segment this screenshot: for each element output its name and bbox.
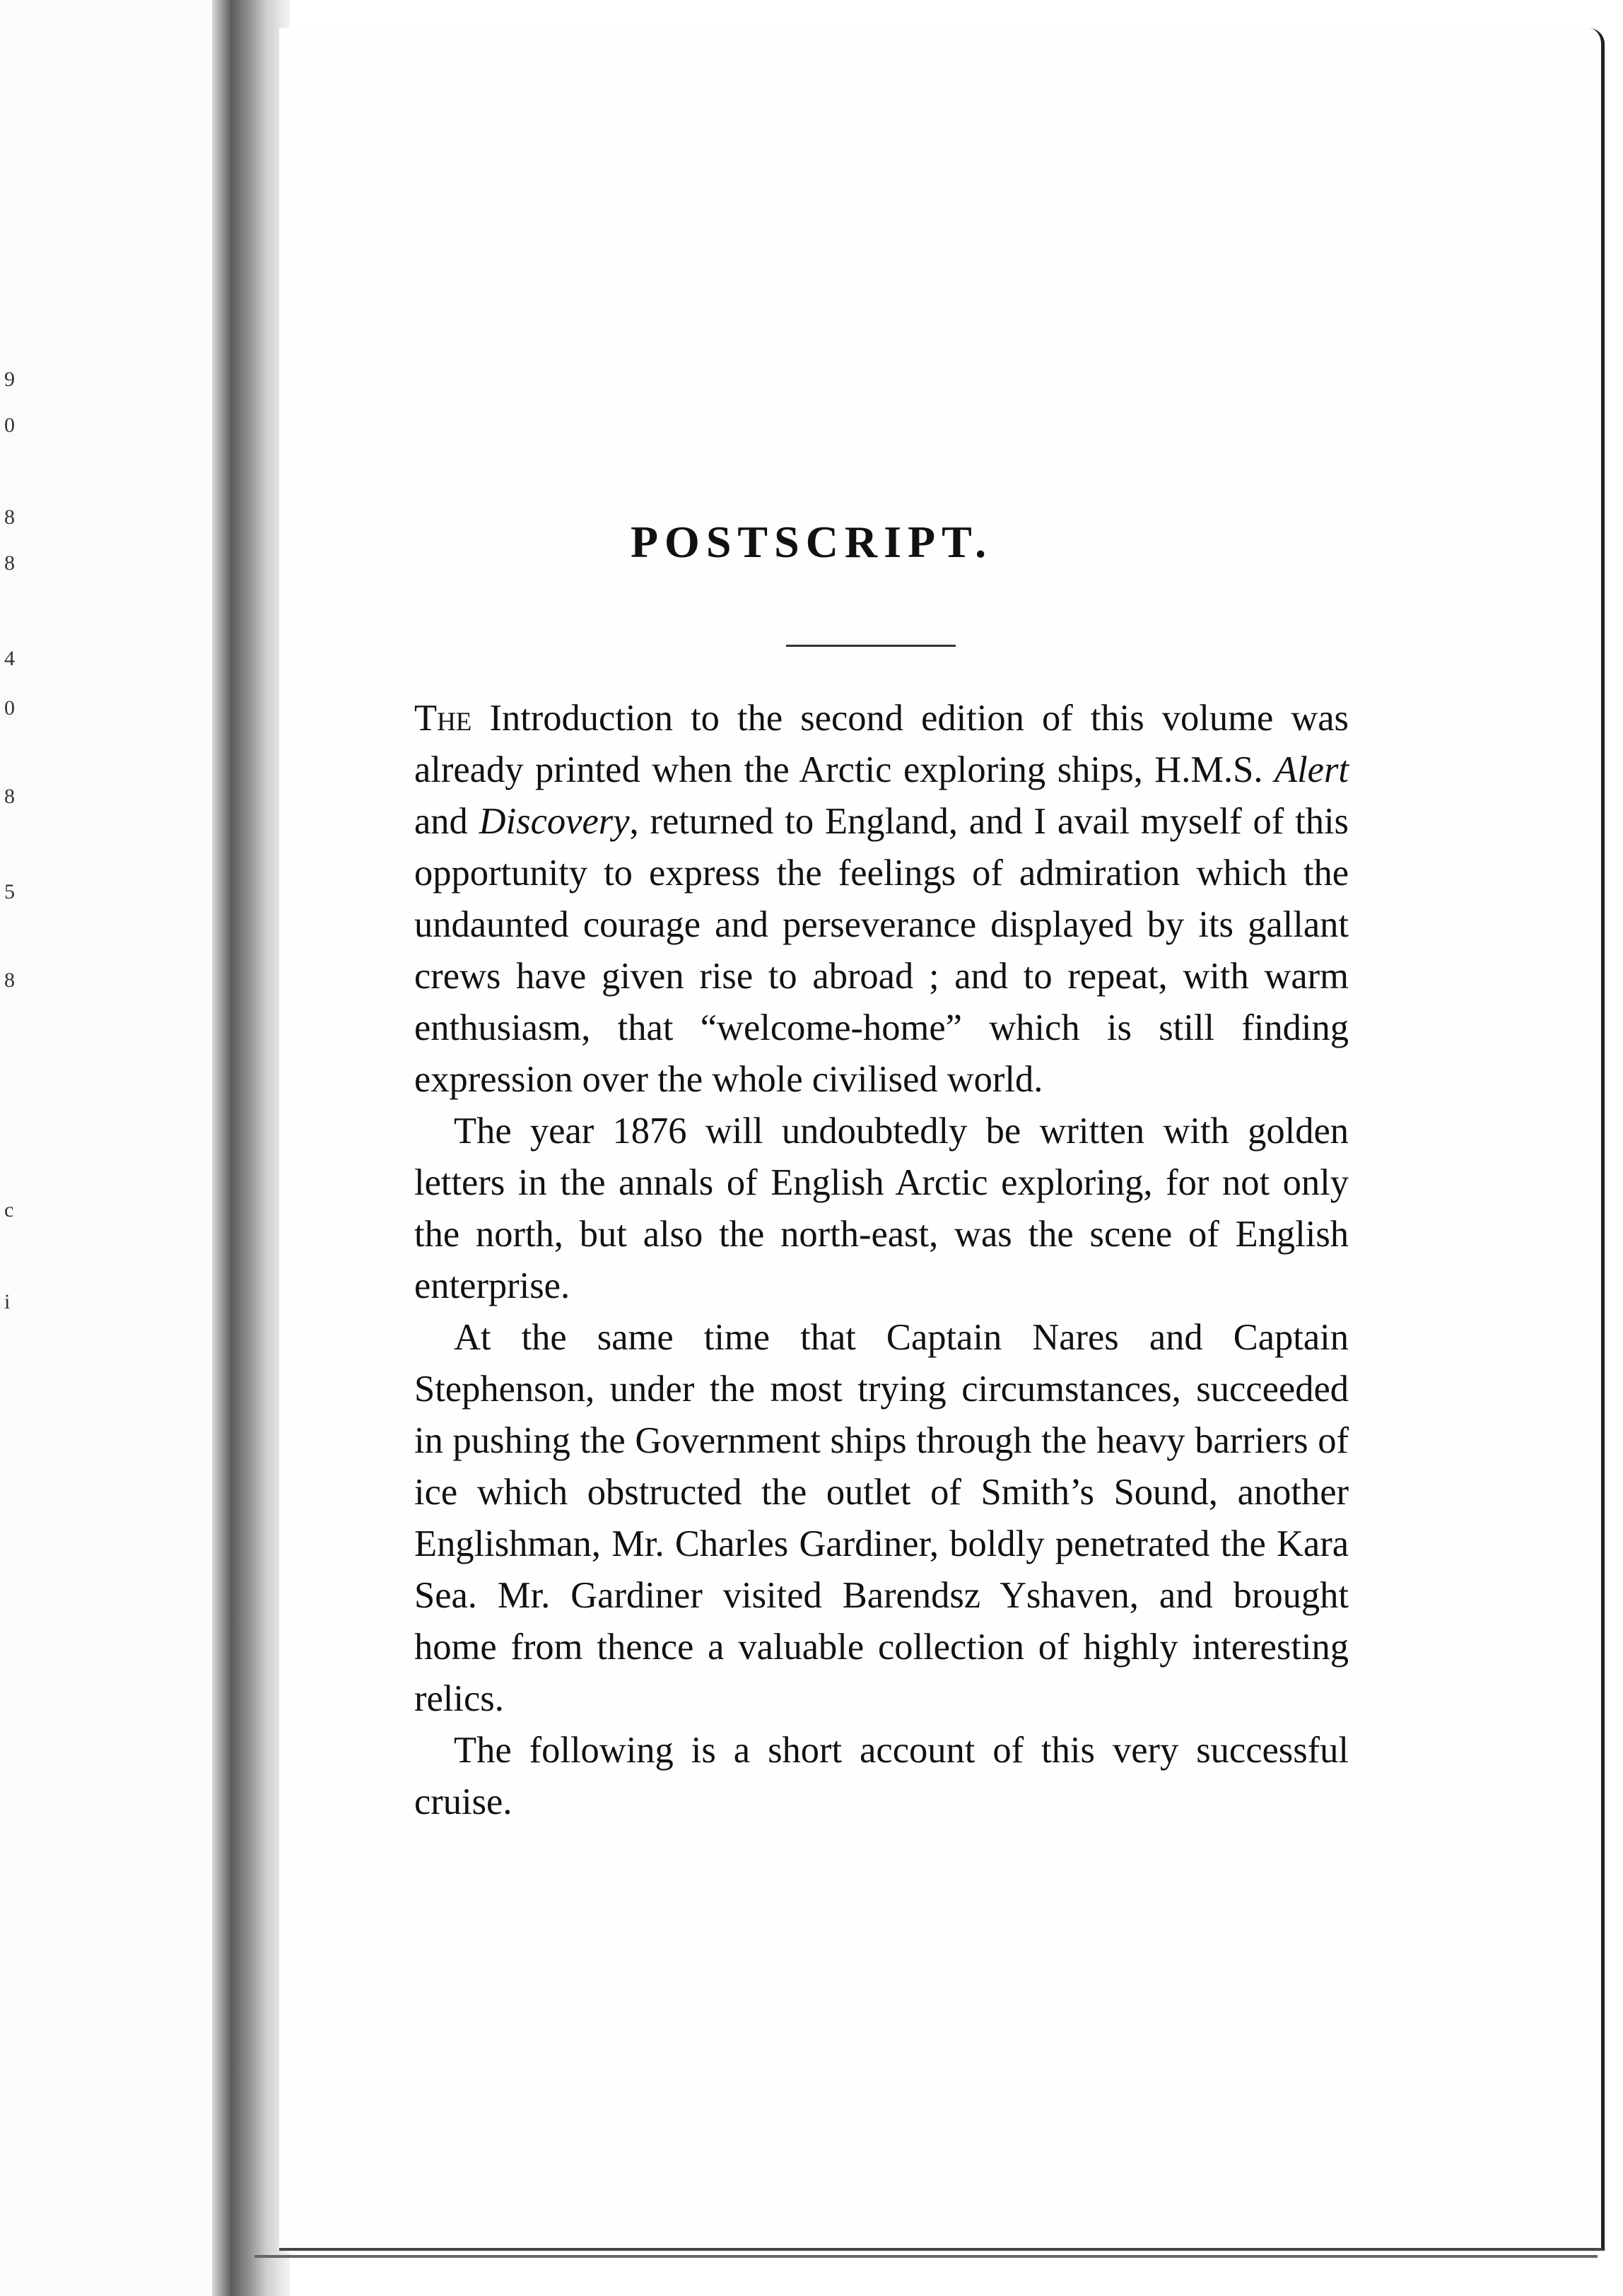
binding-gutter bbox=[212, 0, 290, 2296]
edge-mark: 4 bbox=[4, 647, 15, 670]
title-rule bbox=[786, 645, 956, 647]
ship-name-discovery: Discovery bbox=[479, 801, 630, 842]
previous-page-edge bbox=[0, 0, 216, 2296]
previous-page-marks bbox=[0, 0, 28, 2296]
paragraph-1-text-a: Introduction to the second edition of this volume was already printed when the Arctic exploring ships, H.M.S. bbox=[414, 698, 1349, 790]
edge-mark: c bbox=[4, 1198, 14, 1222]
edge-mark: 8 bbox=[4, 551, 15, 575]
paragraph-1-text-c: , returned to England, and I avail myself of this opportunity to express the feelings of admiration which the undaunted courage and perseverance displayed by its gallant crews have given rise to abroad ; and to repeat, with warm enthusiasm, that “welcome-home” which is still finding expression over the whole civilised world. bbox=[414, 801, 1349, 1100]
edge-mark: 0 bbox=[4, 696, 15, 720]
paragraph-1-text-b: and bbox=[414, 801, 479, 842]
small-caps-opening: The bbox=[414, 698, 472, 739]
paragraph-1 bbox=[414, 693, 1349, 1106]
ship-name-alert: Alert bbox=[1275, 749, 1349, 790]
edge-mark: 8 bbox=[4, 968, 15, 992]
paragraph-2: The year 1876 will undoubtedly be written with golden letters in the annals of English Arctic exploring, for not only the north, but also the north-east, was the scene of English enterprise. bbox=[414, 1111, 1349, 1306]
edge-mark: i bbox=[4, 1290, 11, 1313]
paragraph-3: At the same time that Captain Nares and Captain Stephenson, under the most trying circumstances, succeeded in pushing the Government ships through the heavy barriers of ice which obstructed the outlet of Smith’s Sound, another Englishman, Mr. Charles Gardiner, boldly penetrated the Kara Sea. Mr. Gardiner visited Barendsz Yshaven, and brought home from thence a valuable collection of highly interesting relics. bbox=[414, 1317, 1349, 1719]
page-title: POSTSCRIPT. bbox=[630, 517, 993, 567]
edge-mark: 5 bbox=[4, 880, 15, 903]
body-text bbox=[414, 693, 1349, 1828]
edge-mark: 8 bbox=[4, 505, 15, 529]
edge-mark: 0 bbox=[4, 414, 15, 437]
paragraph-4: The following is a short account of this very successful cruise. bbox=[414, 1730, 1349, 1822]
edge-mark: 9 bbox=[4, 368, 15, 391]
page-bottom-edge bbox=[254, 2255, 1598, 2258]
edge-mark: 8 bbox=[4, 785, 15, 808]
